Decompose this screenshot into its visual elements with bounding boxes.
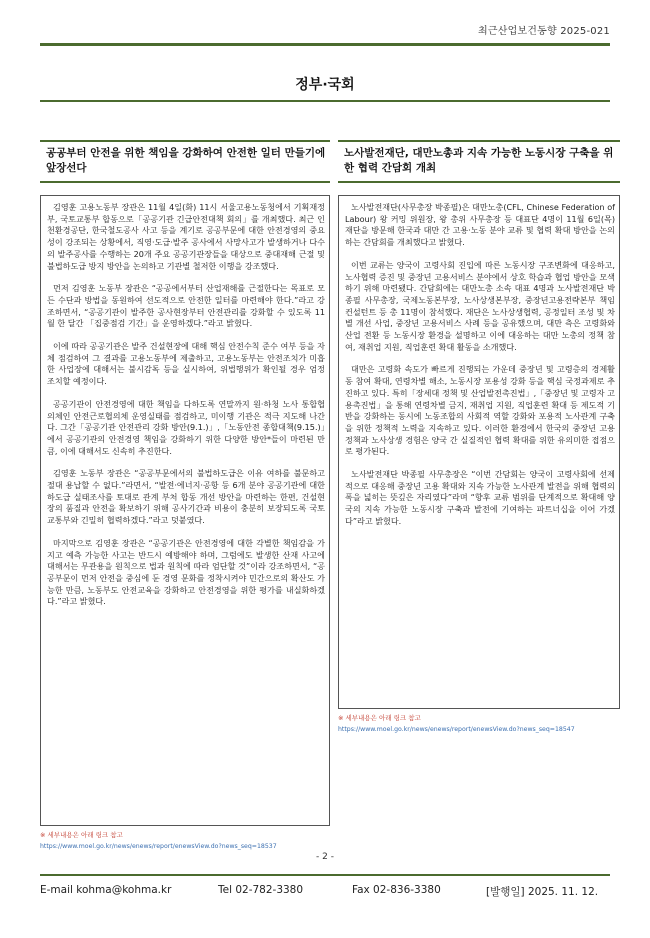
page-number: - 2 - — [316, 852, 334, 862]
header-divider — [40, 43, 610, 46]
left-paragraph-5: 김영훈 노동부 장관은 “공공부문에서의 불법하도급은 이유 여하를 불문하고 절대 용납할 수 없다.”라면서, “발전·에너지·공항 등 6개 분야 공공기관에 대한 하도급 실태조사를 토대로 관계 부처 합동 개선 방안을 마련하는 한편, 건설현장의 품질과 안전을 확보하기 위해 공사기간과 비용이 충분히 보장되도록 국토교통부와 긴밀히 협력하겠다.”라고 덧붙였다. — [47, 468, 325, 526]
left-detail-note: ※ 세부내용은 아래 링크 참고 — [40, 831, 123, 839]
footer-divider — [40, 874, 610, 876]
right-article — [338, 140, 620, 733]
document-label: 최근산업보건동향 2025-021 — [477, 26, 610, 37]
left-paragraph-3: 이에 따라 공공기관은 발주 건설현장에 대해 핵심 안전수칙 준수 여부 등을 자체 점검하여 그 결과를 고용노동부에 제출하고, 고용노동부는 안전조치가 미흡한 사업장에 대해서는 불시감독 등을 실시하여, 위법행위가 확인될 경우 엄정 조치할 예정이다. — [47, 341, 325, 387]
left-detail-link[interactable]: https://www.moel.go.kr/news/enews/report/enewsView.do?news_seq=18537 — [40, 843, 277, 850]
footer-tel: Tel 02-782-3380 — [218, 884, 304, 896]
footer-fax: Fax 02-836-3380 — [352, 884, 441, 896]
left-article-body — [40, 195, 330, 826]
left-paragraph-1: 김영훈 고용노동부 장관은 11월 4일(화) 11시 서울고용노동청에서 기획재정부, 국토교통부 합동으로「공공기관 긴급안전대책 회의」를 개최했다. 최근 인천환경공단, 한국철도공사 사고 등을 계기로 공공부문에 대한 안전경영의 중요성이 강조되는 상황에서, 직영·도급·발주 공사에서 사망사고가 발생하거나 다수의 발주공사를 수행하는 20개 주요 공공기관장들을 대상으로 중대재해 근절 및 불법하도급 방지 방안을 논의하고 기관별 철저한 이행을 강조했다. — [47, 202, 325, 271]
footer-issue-date: [발행일] 2025. 11. 12. — [486, 886, 599, 898]
left-paragraph-2: 먼저 김영훈 노동부 장관은 “공공에서부터 산업재해를 근절한다는 목표로 모든 수단과 방법을 동원하여 선도적으로 안전한 일터를 마련해야 한다.”라고 강조하면서, “공공기관이 발주한 공사현장부터 안전관리를 강화할 수 있도록 11월 한 달간 「집중점검 기간」을 운영하겠다.”라고 밝혔다. — [47, 283, 325, 329]
left-paragraph-4: 공공기관이 안전경영에 대한 책임을 다하도록 연말까지 원·하청 노사 통합협의체인 안전근로협의체 운영실태를 점검하고, 미이행 기관은 적극 지도해 나간다. 그간「공공기관 안전관리 강화 방안(9.1.)」,「노동안전 종합대책(9.15.)」에서 공공기관의 안전경영 책임을 강화하기 위한 다양한 방안*들이 마련된 만큼, 이에 대해서도 신속히 추진한다. — [47, 398, 325, 456]
right-detail-note: ※ 세부내용은 아래 링크 참고 — [338, 714, 421, 722]
left-article — [40, 140, 330, 850]
right-paragraph-3: 대만은 고령화 속도가 빠르게 진행되는 가운데 중장년 및 고령층의 경제활동 참여 확대, 연령차별 해소, 노동시장 포용성 강화 등을 핵심 국정과제로 추진하고 있다. 특히「장세대 정책 및 산업발전촉진법」,「중장년 및 고령자 고용촉진법」을 통해 연령차별 금지, 재취업 지원, 직업훈련 확대 등 제도적 기반을 강화하는 동시에 노동조합의 사회적 역할 강화와 포용적 노사관계 구축을 위한 정책적 노력을 지속하고 있다. 이러한 환경에서 한국의 중장년 고용정책과 노사상생 경험은 양국 간 실질적인 협력 확대를 위한 유의미한 접점으로 평가된다. — [345, 364, 615, 457]
right-detail-link[interactable]: https://www.moel.go.kr/news/enews/report/enewsView.do?news_seq=18547 — [338, 726, 575, 733]
left-paragraph-6: 마지막으로 김영훈 장관은 “공공기관은 안전경영에 대한 각별한 책임감을 가지고 예측 가능한 사고는 반드시 예방해야 하며, 그럼에도 발생한 산재 사고에 대해서는 무관용을 원칙으로 법과 원칙에 따라 엄단할 것”이라 강조하면서, “공공부문이 먼저 안전을 중심에 둔 경영 문화를 정착시켜야 민간으로의 확산도 가능한 만큼, 노동부도 안전교육을 강화하고 안전경영을 위한 평가를 내실화하겠다.”라고 밝혔다. — [47, 537, 325, 607]
section-divider — [40, 100, 610, 102]
right-paragraph-1: 노사발전재단(사무총장 박종필)은 대만노총(CFL, Chinese Federation of Labour) 왕 커밍 위원장, 왕 총위 사무총장 등 대표단 4명이 11월 6일(목) 재단을 방문해 한국과 대만 간 고용·노동 분야 교류 및 협력 확대 방안을 논의하는 간담회를 개최했다고 밝혔다. — [345, 202, 615, 248]
section-title: 정부·국회 — [295, 77, 355, 93]
right-article-title: 노사발전재단, 대만노총과 지속 가능한 노동시장 구축을 위한 협력 간담회 개최 — [338, 140, 620, 183]
footer-email: E-mail kohma@kohma.kr — [40, 884, 172, 896]
right-paragraph-2: 이번 교류는 양국이 고령사회 진입에 따른 노동시장 구조변화에 대응하고, 노사협력 증진 및 중장년 고용서비스 분야에서 상호 학습과 협업 방안을 모색하기 위해 마련됐다. 간담회에는 대만노총 소속 대표 4명과 노사발전재단 박종필 사무총장, 국제노동본부장, 노사상생본부장, 중장년고용전략본부 책임컨설턴트 등 총 11명이 참석했다. 재단은 노사상생협력, 공정일터 조성 및 차별 개선 사업, 중장년 고용서비스 사례 등을 공유했으며, 대만 측은 고령화와 산업 전환 등 노동시장 환경을 설명하고 이에 대응하는 대만 노총의 정책 참여, 재취업 지원, 직업훈련 확대 활동을 소개했다. — [345, 259, 615, 352]
right-article-body — [338, 195, 620, 709]
right-paragraph-4: 노사발전재단 박종필 사무총장은 “이번 간담회는 양국이 고령사회에 선제적으로 대응해 중장년 고용 확대와 지속 가능한 노사관계 발전을 위해 협력의 폭을 넓히는 뜻깊은 자리였다”라며 “향후 교류 범위를 단계적으로 확대해 양국의 지속 가능한 노동시장 구축과 발전에 기여하는 파트너십을 이어 가겠다”라고 밝혔다. — [345, 469, 615, 526]
left-article-title: 공공부터 안전을 위한 책임을 강화하여 안전한 일터 만들기에 앞장선다 — [40, 140, 330, 183]
